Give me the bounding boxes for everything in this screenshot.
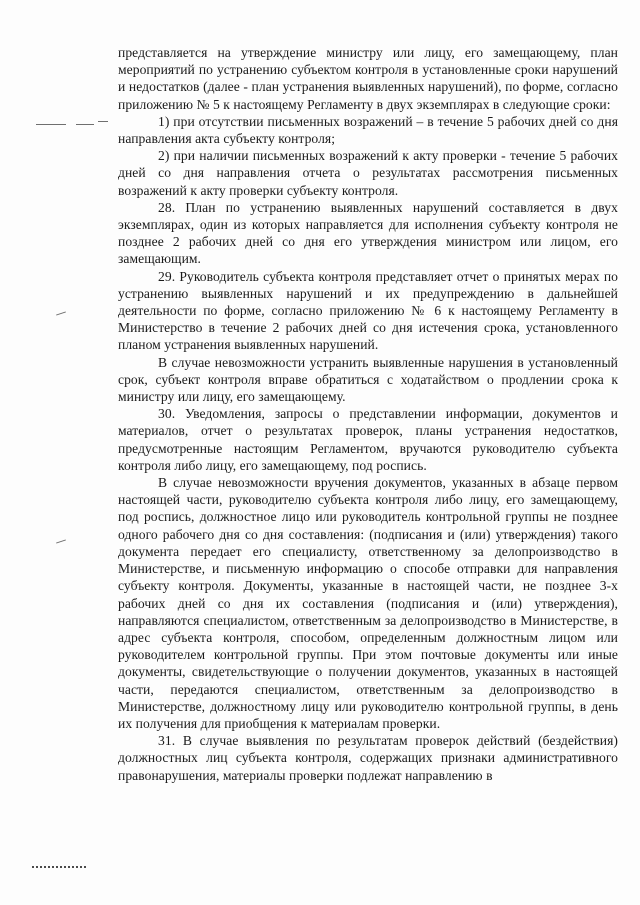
paragraph-29: 29. Руководитель субъекта контроля представляет отчет о принятых мерах по устранению выявленных нарушений и их предупреждению в дальнейшей деятельности по форме, согласно приложению № 6 к настоящему Регламенту в Министерство в течение 2 рабочих дней со дня истечения срока, установленного планом устранения выявленных нарушений.	[118, 268, 618, 353]
scan-artifact-left-1	[36, 124, 66, 125]
paragraph-30-delivery: В случае невозможности вручения документов, указанных в абзаце первом настоящей части, руководителю субъекта контроля либо лицу, его замещающему, под роспись, должностное лицо или руководитель контрольной группы не позднее одного рабочего дня со дня составления: (подписания и (или) утверждения) такого документа передает его специалисту, ответственному за делопроизводство в Министерстве, и письменную информацию о способе отправки для направления субъекту контроля. Документы, указанные в настоящей части, не позднее 3-х рабочих дней со дня их составления (подписания и (или) утверждения), направляются специалистом, ответственным за делопроизводство в Министерстве, в адрес субъекта контроля, способом, определенным должностным лицом или руководителем контрольной группы. При этом почтовые документы или иные документы, свидетельствующие о получении документов, указанных в настоящей части, передаются специалистом, ответственным за делопроизводство в Министерстве, должностному лицу или руководителю контрольной группы, в день их получения для приобщения к материалам проверки.	[118, 475, 618, 731]
scan-artifact-left-3	[98, 121, 108, 122]
punch-hole-mark-lower	[56, 539, 66, 543]
paragraph-30: 30. Уведомления, запросы о представлении информации, документов и материалов, отчет о результатах проверок, планы устранения недостатков, предусмотренные настоящим Регламентом, вручаются руководителю субъекта контроля либо лицу, его замещающему, под роспись.	[118, 406, 618, 473]
paragraph-31: 31. В случае выявления по результатам проверок действий (бездействия) должностных лиц субъекта контроля, содержащих признаки административного правонарушения, материалы проверки подлежат направлению в	[118, 733, 618, 783]
scan-artifact-left-2	[76, 124, 94, 125]
paragraph-deadline-2: 2) при наличии письменных возражений к акту проверки - течение 5 рабочих дней со дня направления отчета о результатах рассмотрения письменных возражений к акту проверки субъекту контроля.	[118, 148, 618, 198]
bottom-dotted-mark	[32, 866, 86, 868]
paragraph-deadline-1: 1) при отсутствии письменных возражений – в течение 5 рабочих дней со дня направления акта субъекту контроля;	[118, 113, 618, 147]
paragraph-intro-continuation: представляется на утверждение министру или лицу, его замещающему, план мероприятий по устранению субъектом контроля в установленные сроки нарушений и недостатков (далее - план устранения выявленных нарушений), по форме, согласно приложению № 5 к настоящему Регламенту в двух экземплярах в следующие сроки:	[118, 45, 618, 112]
document-body	[118, 44, 618, 784]
paragraph-28: 28. План по устранению выявленных нарушений составляется в двух экземплярах, один из которых направляется для исполнения субъекту контроля не позднее 2 рабочих дней со дня его утверждения министром или лицом, его замещающим.	[118, 199, 618, 267]
punch-hole-mark-upper	[56, 311, 66, 315]
paragraph-29-extension: В случае невозможности устранить выявленные нарушения в установленный срок, субъект контроля вправе обратиться с ходатайством о продлении срока к министру или лицу, его замещающему.	[118, 354, 618, 405]
